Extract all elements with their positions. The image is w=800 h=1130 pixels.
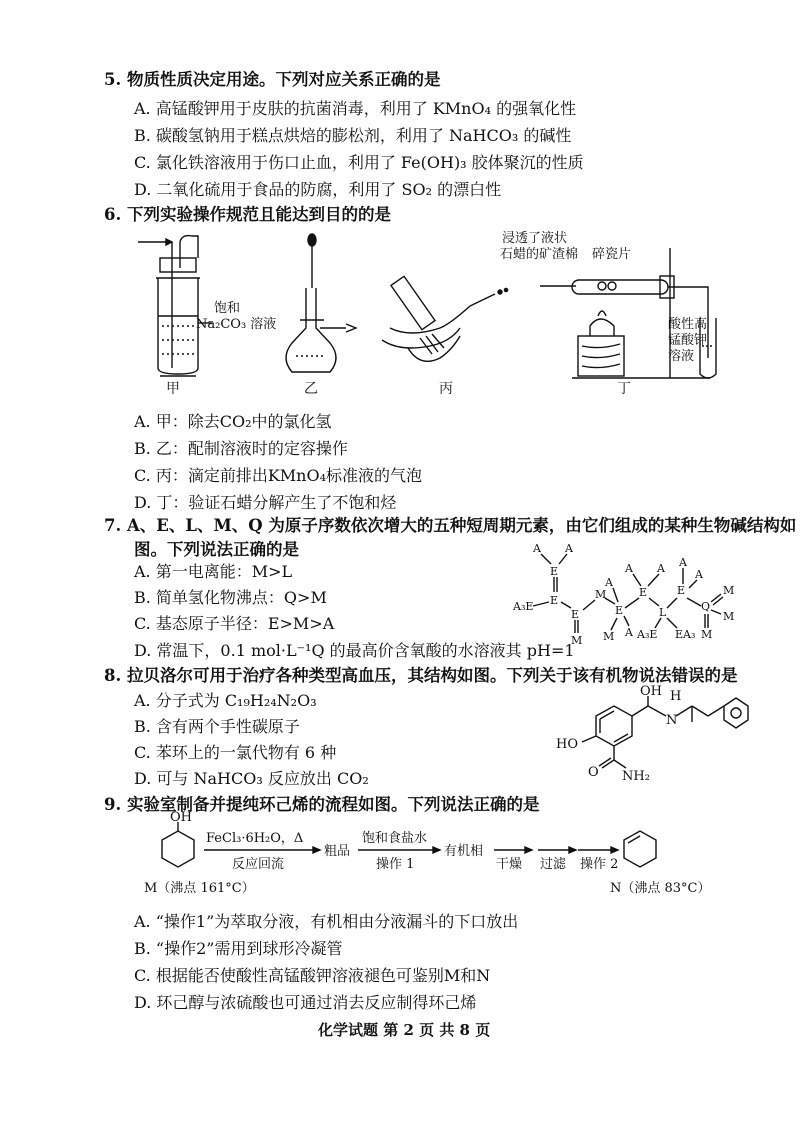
q5-option-c: C. 氯化铁溶液用于伤口止血，利用了 Fe(OH)₃ 胶体聚沉的性质 — [134, 153, 584, 172]
caption-jia: 甲 — [166, 381, 180, 397]
q8-stem: 8. 拉贝洛尔可用于治疗各种类型高血压，其结构如图。下列关于该有机物说法错误的是 — [104, 666, 738, 685]
svg-text:OH: OH — [170, 810, 192, 825]
svg-text:M: M — [595, 588, 607, 601]
q5-stem: 5. 物质性质决定用途。下列对应关系正确的是 — [104, 70, 441, 89]
svg-text:A: A — [625, 626, 633, 639]
svg-text:干燥: 干燥 — [496, 857, 523, 872]
ding-label-chip: 碎瓷片 — [592, 247, 632, 262]
svg-text:NH₂: NH₂ — [622, 769, 650, 784]
q6-stem: 6. 下列实验操作规范且能达到目的的是 — [104, 205, 391, 224]
svg-text:E: E — [550, 594, 559, 607]
q5-option-b: B. 碳酸氢钠用于糕点烘焙的膨松剂，利用了 NaHCO₃ 的碱性 — [134, 126, 572, 145]
svg-text:HO: HO — [556, 737, 578, 752]
svg-text:A: A — [565, 542, 573, 555]
q9-option-b: B. “操作2”需用到球形冷凝管 — [134, 939, 343, 958]
svg-text:A: A — [695, 568, 703, 581]
ding-label-tube-3: 溶液 — [668, 349, 695, 364]
svg-text:N（沸点 83°C）: N（沸点 83°C） — [610, 881, 711, 896]
svg-text:M（沸点 161°C）: M（沸点 161°C） — [144, 881, 255, 896]
svg-text:N: N — [666, 713, 678, 728]
svg-text:粗品: 粗品 — [324, 844, 351, 859]
jia-solution-label-2: Na₂CO₃ 溶液 — [196, 317, 277, 332]
q5-option-a: A. 高锰酸钾用于皮肤的抗菌消毒，利用了 KMnO₄ 的强氧化性 — [134, 99, 577, 118]
svg-text:H: H — [670, 689, 682, 704]
q6-option-a: A. 甲：除去CO₂中的氯化氢 — [134, 412, 332, 431]
svg-text:L: L — [659, 606, 667, 619]
svg-text:E: E — [550, 565, 559, 578]
q6-option-d: D. 丁：验证石蜡分解产生了不饱和烃 — [134, 493, 397, 512]
svg-text:A: A — [657, 562, 665, 575]
svg-text:EA₃: EA₃ — [675, 628, 696, 641]
q8-option-a: A. 分子式为 C₁₉H₂₄N₂O₃ — [134, 691, 317, 710]
q6-option-b: B. 乙：配制溶液时的定容操作 — [134, 439, 348, 458]
svg-text:操作 2: 操作 2 — [580, 857, 619, 872]
svg-text:Q: Q — [701, 600, 711, 613]
q9-stem: 9. 实验室制备并提纯环己烯的流程如图。下列说法正确的是 — [104, 795, 540, 814]
svg-text:O: O — [588, 765, 599, 780]
svg-text:OH: OH — [640, 684, 662, 699]
q8-option-c: C. 苯环上的一氯代物有 6 种 — [134, 743, 337, 762]
svg-text:A: A — [605, 576, 613, 589]
caption-bing: 丙 — [439, 381, 453, 397]
svg-text:A: A — [679, 556, 687, 569]
jia-solution-label-1: 饱和 — [214, 301, 241, 316]
svg-text:M: M — [723, 584, 735, 597]
caption-ding: 丁 — [617, 381, 631, 397]
q8-option-b: B. 含有两个手性碳原子 — [134, 717, 300, 736]
svg-text:M: M — [571, 634, 583, 647]
svg-text:M: M — [701, 628, 713, 641]
q8-labetalol-structure — [548, 686, 758, 786]
svg-text:M: M — [603, 630, 615, 643]
svg-text:A₃E: A₃E — [513, 600, 534, 613]
q7-stem-line1: 7. A、E、L、M、Q 为原子序数依次增大的五种短周期元素，由它们组成的某种生物碱结构如 — [104, 516, 797, 535]
svg-text:A: A — [533, 542, 541, 555]
ding-label-wool-2: 石蜡的矿渣棉 — [500, 247, 579, 262]
ding-label-wool-1: 浸透了液状 — [502, 231, 568, 246]
svg-text:E: E — [615, 604, 624, 617]
q7-option-b: B. 简单氢化物沸点：Q>M — [134, 588, 327, 607]
q5-option-d: D. 二氧化硫用于食品的防腐，利用了 SO₂ 的漂白性 — [134, 180, 502, 199]
svg-text:有机相: 有机相 — [444, 844, 484, 859]
q7-option-d: D. 常温下，0.1 mol·L⁻¹Q 的最高价含氧酸的水溶液其 pH=1 — [134, 641, 575, 660]
figure-yi-volumetric-flask — [286, 234, 356, 372]
q7-stem-line2: 图。下列说法正确的是 — [134, 540, 299, 559]
page-footer: 化学试题 第 2 页 共 8 页 — [318, 1021, 491, 1039]
ding-label-tube-1: 酸性高 — [668, 317, 708, 332]
q9-option-d: D. 环己醇与浓硫酸也可通过消去反应制得环己烯 — [134, 993, 477, 1012]
svg-text:操作 1: 操作 1 — [376, 857, 415, 872]
svg-text:反应回流: 反应回流 — [232, 857, 285, 872]
figure-jia-wash-bottle — [138, 236, 276, 376]
q7-option-a: A. 第一电离能：M>L — [134, 562, 293, 581]
q9-flow-diagram — [140, 810, 711, 902]
q6-option-c: C. 丙：滴定前排出KMnO₄标准液的气泡 — [134, 466, 423, 485]
svg-text:饱和食盐水: 饱和食盐水 — [362, 831, 428, 846]
svg-text:E: E — [677, 584, 686, 597]
q8-option-d: D. 可与 NaHCO₃ 反应放出 CO₂ — [134, 769, 369, 788]
svg-text:FeCl₃·6H₂O，Δ: FeCl₃·6H₂O，Δ — [206, 831, 304, 846]
svg-text:A: A — [625, 562, 633, 575]
caption-yi: 乙 — [304, 381, 318, 397]
q7-alkaloid-structure — [505, 538, 775, 648]
svg-text:M: M — [723, 610, 735, 623]
svg-text:E: E — [639, 586, 648, 599]
q6-apparatus-figures — [120, 228, 740, 403]
figure-ding-cracking — [500, 230, 716, 378]
svg-text:A₃E: A₃E — [637, 628, 658, 641]
q9-option-a: A. “操作1”为萃取分液，有机相由分液漏斗的下口放出 — [134, 912, 519, 931]
svg-text:E: E — [571, 608, 580, 621]
figure-bing-burette — [382, 276, 508, 361]
ding-label-tube-2: 锰酸钾 — [668, 333, 708, 348]
svg-text:过滤: 过滤 — [540, 857, 567, 872]
q7-option-c: C. 基态原子半径：E>M>A — [134, 614, 335, 633]
q9-option-c: C. 根据能否使酸性高锰酸钾溶液褪色可鉴别M和N — [134, 966, 491, 985]
